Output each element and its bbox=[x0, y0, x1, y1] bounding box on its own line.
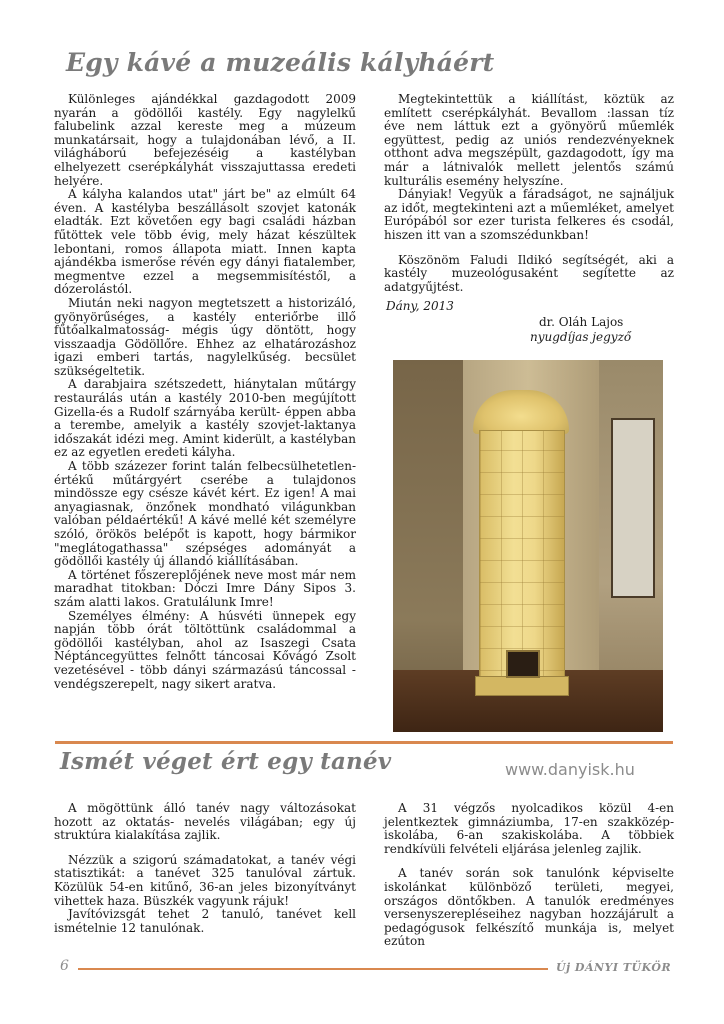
stove-door bbox=[506, 650, 540, 678]
article-right-column bbox=[384, 802, 674, 949]
paragraph: A történet főszereplőjének neve most már nem maradhat titokban: Dóczi Imre Dány Sipos 3. szám alatti lakos. Gratulálunk Imre! bbox=[54, 567, 356, 609]
paragraph: Javítóvizsgát tehet 2 tanuló, tanévet kell ismételnie 12 tanulónak. bbox=[54, 907, 356, 935]
acknowledgement-paragraph: Köszönöm Faludi Ildikó segítségét, aki a kastély muzeológusaként segítette az adatgyűjtést. bbox=[384, 252, 674, 294]
paragraph: Dányiak! Vegyük a fáradságot, ne sajnáljuk az időt, megtekinteni azt a műemléket, amelyet Európából sor ezer turista felkeres és csodál, hiszen itt van a szomszédunkban! bbox=[384, 187, 674, 242]
author-name: dr. Oláh Lajos bbox=[539, 315, 624, 329]
article-title: Egy kávé a muzeális kályháért bbox=[66, 48, 495, 77]
stove-crown bbox=[473, 390, 569, 434]
school-website-url: www.danyisk.hu bbox=[505, 760, 635, 779]
article-date: Dány, 2013 bbox=[386, 299, 454, 313]
paragraph: A darabjaira szétszedett, hiánytalan műtárgy restaurálás után a kastély 2010-ben megújított Gizella-és a Rudolf szárnyába került- éppen abba a terembe, amelyik a kastély szovjet-laktanya időszakát idézi meg. Amint kiderült, a kastélyban ez az egyetlen eredeti kályha. bbox=[54, 377, 356, 460]
paragraph: A mögöttünk álló tanév nagy változásokat hozott az oktatás- nevelés világában; egy új struktúra kialakítása zajlik. bbox=[54, 801, 356, 843]
paragraph: A 31 végzős nyolcadikos közül 4-en jelentkeztek gimnáziumba, 17-en szakközép-iskolába, 6-an szakiskolába. A többiek rendkívüli felvételi eljárása jelenleg zajlik. bbox=[384, 801, 674, 856]
paragraph: A tanév során sok tanulónk képviselte iskolánkat különböző területi, megyei, országos döntőkben. A tanulók eredményes versenyszerepléseihez nagyban hozzájárult a pedagógusok felkészítő munkája is, melyet ezúton bbox=[384, 866, 674, 949]
paragraph: A több százezer forint talán felbecsülhetetlen-értékű műtárgyért cserébe a tulajdonos mindössze egy csésze kávét kért. Ez igen! A mai anyagiasnak, önzőnek mondható világunkban valóban példaértékű! A kávé mellé két személyre szóló, örökös belépőt is kapott, hogy bármikor "meglátogathassa" szépséges adományát a gödöllői kastély új állandó kiállításában. bbox=[54, 459, 356, 569]
magazine-title: Új DÁNYI TÜKÖR bbox=[556, 961, 672, 974]
article-right-column bbox=[384, 93, 674, 294]
footer-rule bbox=[78, 968, 548, 970]
article-left-column bbox=[54, 93, 356, 691]
paragraph: Személyes élmény: A húsvéti ünnepek egy napján több órát töltöttünk családommal a gödöllői kastélyban, ahol az Isaszegi Csata Néptáncegyüttes felnőtt táncosai Kővágó Zsolt vezetésével - több dányi származású táncossal - vendégszerepelt, nagy sikert aratva. bbox=[54, 608, 356, 691]
paragraph: A kályha kalandos utat" járt be" az elmúlt 64 éven. A kastélyba beszállásolt szovjet katonák eladták. Ezt követően egy bagi családi házban fűtöttek vele több évig, mely házat készültek lebontani, romos állapota miatt. Innen kapta ajándékba ismerőse révén egy dányi fiatalember, megmentve ezzel a megsemmisítéstől, a dózerolástól. bbox=[54, 187, 356, 297]
paragraph: Miután neki nagyon megtetszett a historizáló, gyönyörűséges, a kastély enteriőrbe illő fűtőalkalmatosság- mégis úgy döntött, hogy visszaadja Gödöllőre. Ehhez az elhatározáshoz igazi emberi tartás, nagylelkűség. becsület szükségeltetik. bbox=[54, 295, 356, 378]
author-role: nyugdíjas jegyző bbox=[530, 330, 632, 344]
paragraph: Különleges ajándékkal gazdagodott 2009 nyarán a gödöllői kastély. Egy nagylelkű falubelink azzal kereste meg a múzeum munkatársait, hogy a tulajdonában lévő, a II. világháború befejezéséig a kastélyban elhelyezett cserépkályhát visszajuttassa eredeti helyére. bbox=[54, 92, 356, 188]
wall-info-panel bbox=[611, 418, 655, 598]
paragraph: Megtekintettük a kiállítást, köztük az említett cserépkályhát. Bevallom :lassan tíz éve nem láttuk ezt a gyönyörű műemlék együttest, pedig az uniós rendezvényeknek otthont adva megszépült, gazdagodott, így ma már a látnivalók mellett jelentős számú kulturális esemény helyszíne. bbox=[384, 92, 674, 188]
paragraph: Nézzük a szigorú számadatokat, a tanév végi statisztikát: a tanévet 325 tanulóval zártuk. Közülük 54-en kitűnő, 36-an jeles bizonyítványt vihettek haza. Büszkék vagyunk rájuk! bbox=[54, 852, 356, 908]
tile-stove-photo bbox=[393, 360, 663, 732]
page-number: 6 bbox=[60, 958, 69, 974]
section-divider bbox=[55, 741, 673, 744]
article-title: Ismét véget ért egy tanév bbox=[60, 748, 392, 775]
article-left-column bbox=[54, 802, 356, 935]
